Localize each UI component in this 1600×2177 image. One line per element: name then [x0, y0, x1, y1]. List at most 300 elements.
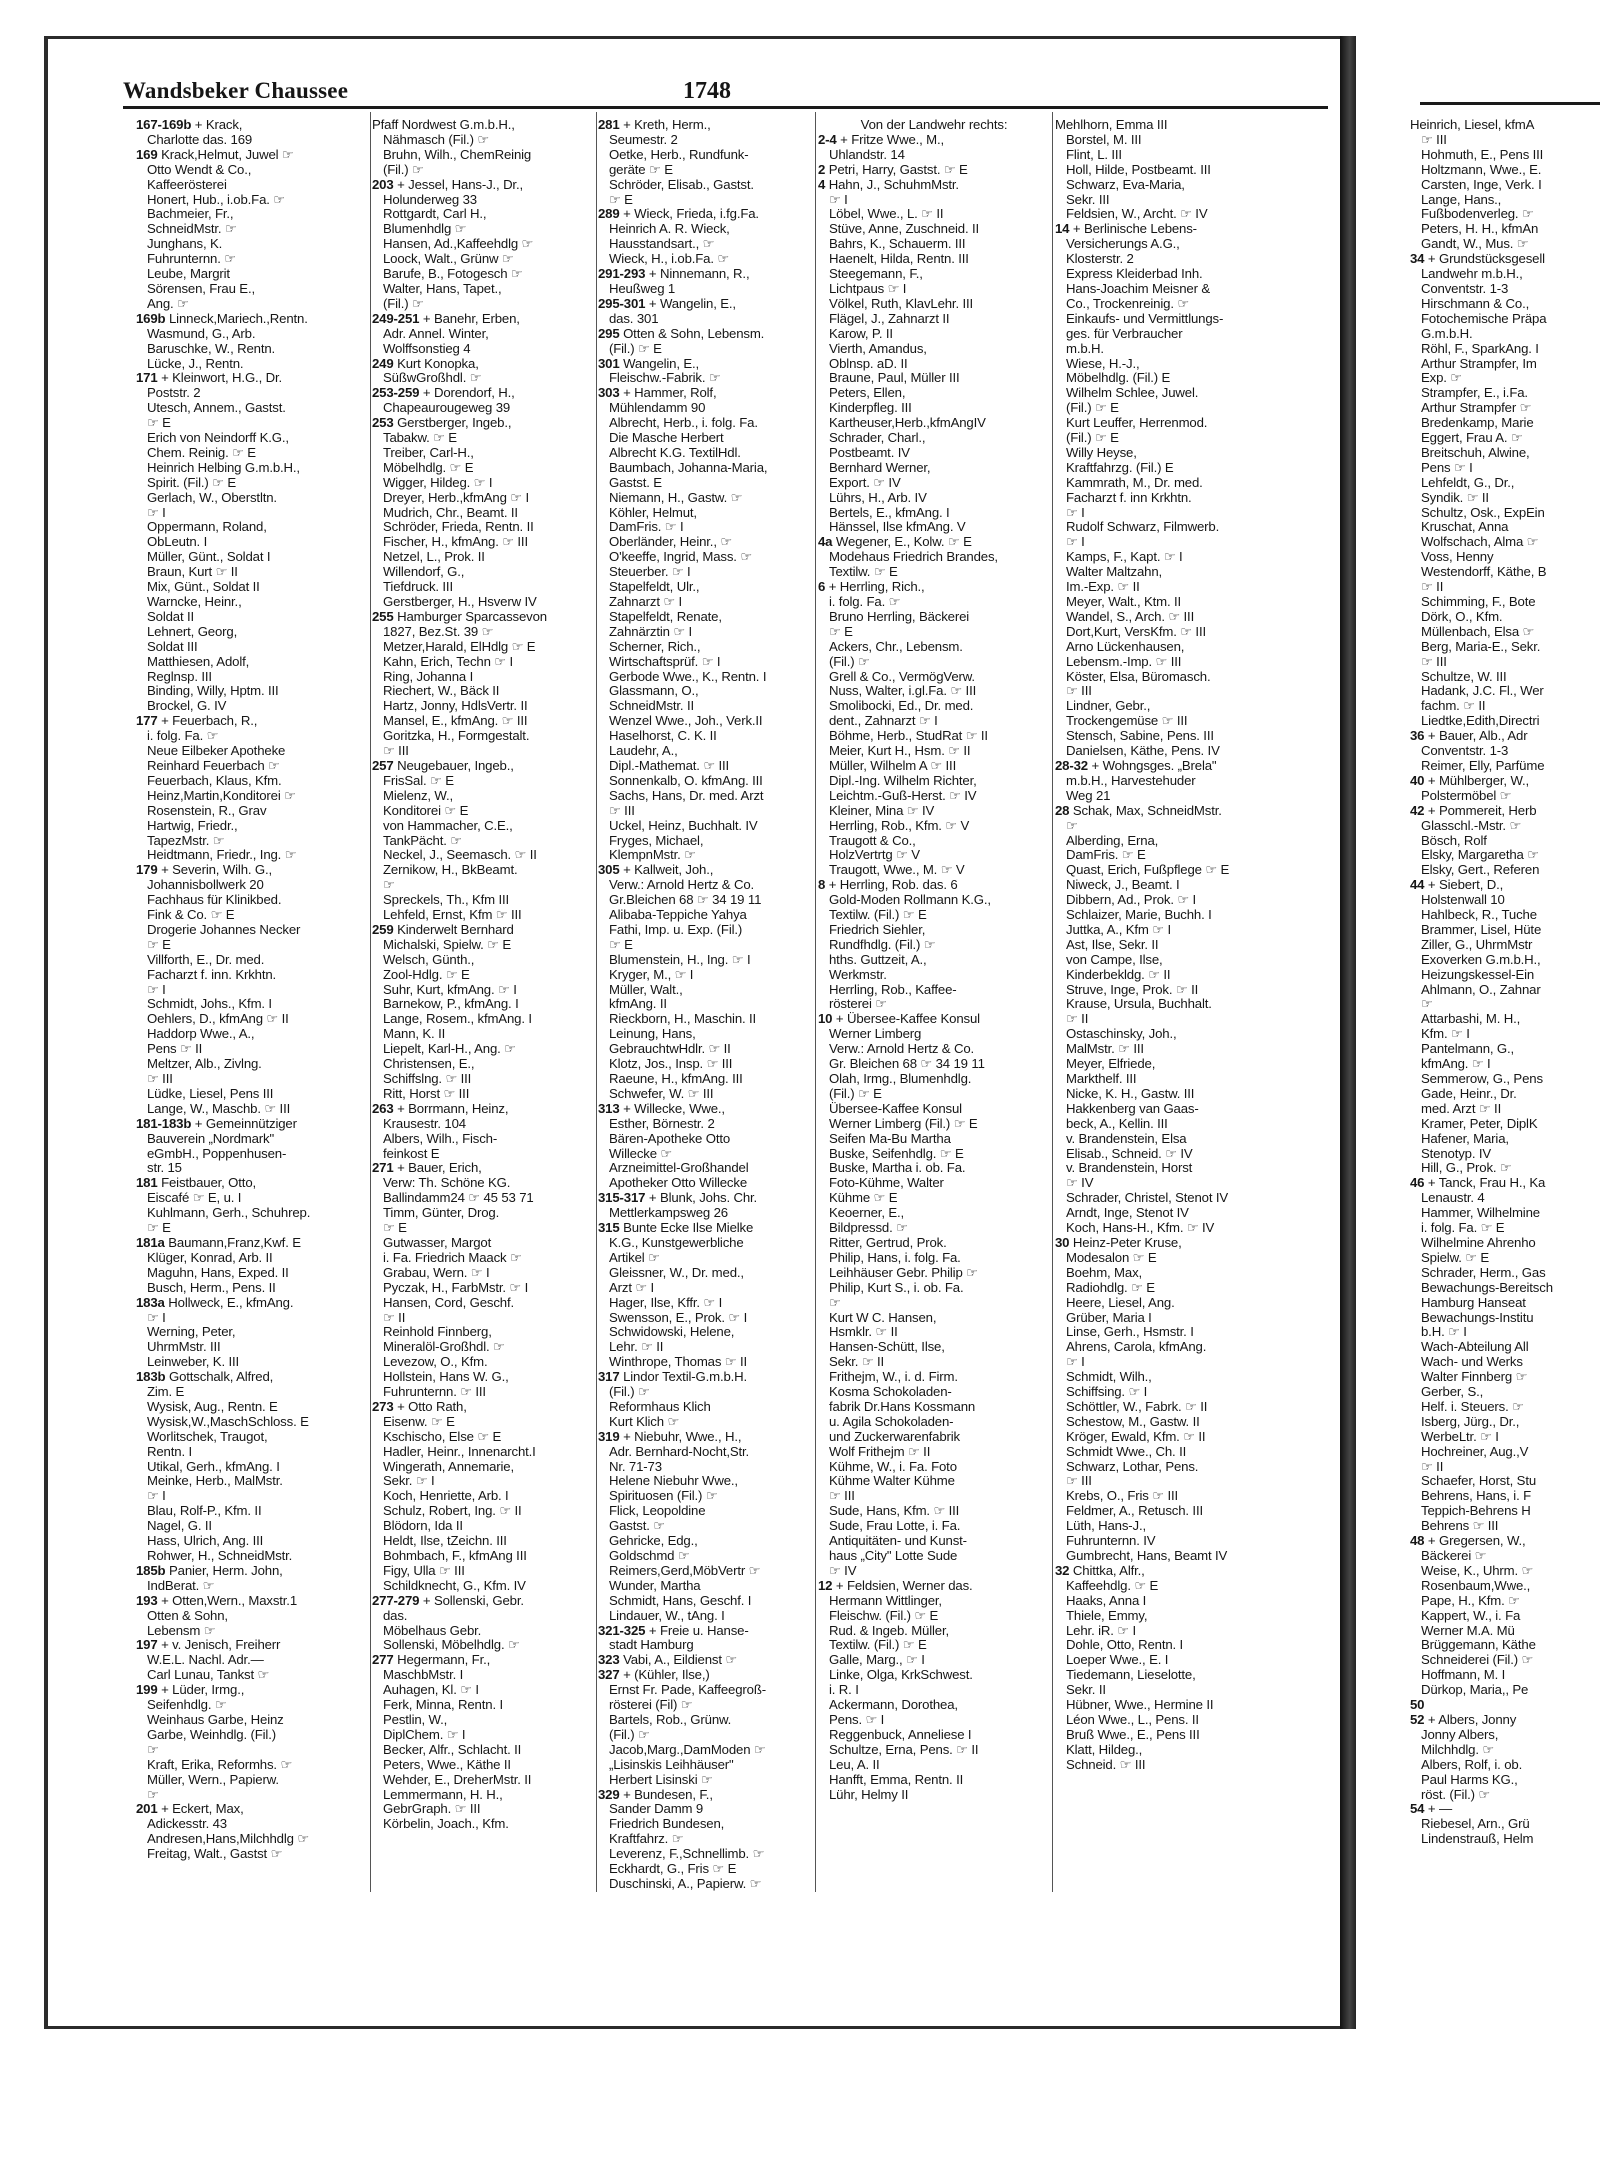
entry-line — [818, 1668, 1050, 1683]
entry-text: WerbeLtr. ☞ I — [1421, 1428, 1499, 1444]
entry-line — [1410, 476, 1600, 491]
address-entry — [136, 371, 368, 714]
entry-text: Ahrens, Carola, kfmAng. — [1066, 1339, 1207, 1355]
entry-text: Glasschl.-Mstr. ☞ — [1421, 817, 1522, 833]
entry-line — [598, 1027, 812, 1042]
entry-text: Braun, Kurt ☞ II — [147, 564, 238, 580]
entry-line — [1055, 729, 1277, 744]
entry-text: med. Arzt ☞ II — [1421, 1100, 1502, 1116]
entry-line — [1055, 1609, 1277, 1624]
entry-line — [818, 506, 1050, 521]
entry-text: Riebesel, Arn., Grü — [1421, 1816, 1530, 1832]
entry-text: Gerlach, W., Oberstltn. — [147, 489, 277, 505]
entry-text: haus „City" Lotte Sude — [829, 1548, 958, 1563]
entry-text: Wysisk, Aug., Rentn. E — [147, 1398, 278, 1414]
entry-line — [1410, 1579, 1600, 1594]
entry-line — [818, 1564, 1050, 1579]
entry-line — [818, 1474, 1050, 1489]
entry-line — [372, 640, 594, 655]
entry-line — [818, 1609, 1050, 1624]
entry-text: Zahnärztin ☞ I — [609, 623, 693, 639]
entry-line — [372, 476, 594, 491]
entry-text: Bunte Ecke Ilse Mielke — [623, 1220, 754, 1236]
entry-text: Apotheker Otto Willecke — [609, 1175, 748, 1191]
entry-text: + Otten,Wern., Maxstr.1 — [161, 1592, 298, 1608]
entry-text: ☞ I — [1066, 534, 1085, 550]
address-entry — [598, 386, 812, 863]
entry-text: Werner M.A. Mü — [1421, 1622, 1515, 1638]
entry-line — [1055, 222, 1277, 237]
entry-text: Junghans, K. — [147, 236, 223, 252]
entry-text: das. 301 — [609, 310, 659, 326]
entry-line — [136, 1728, 368, 1743]
entry-text: ☞ — [1066, 817, 1078, 833]
entry-text: Binding, Willy, Hptm. III — [147, 683, 279, 699]
entry-text: Postbeamt. IV — [829, 444, 910, 460]
entry-line — [136, 774, 368, 789]
entry-text: Kurt W C. Hansen, — [829, 1309, 937, 1325]
entry-line — [818, 1370, 1050, 1385]
entry-text: Fathi, Imp. u. Exp. (Fil.) — [609, 921, 743, 937]
entry-line — [372, 461, 594, 476]
entry-line — [598, 997, 812, 1012]
entry-text: Flint, L. III — [1066, 146, 1122, 162]
entry-text: Pyczak, H., FarbMstr. ☞ I — [383, 1279, 529, 1295]
entry-text: Bachmeier, Fr., — [147, 206, 234, 222]
entry-text: i. folg. Fa. ☞ E — [1421, 1220, 1505, 1236]
entry-line — [1055, 1758, 1277, 1773]
address-entry — [1410, 878, 1600, 1176]
entry-line — [1410, 520, 1600, 535]
entry-text: Rudolf Schwarz, Filmwerb. — [1066, 519, 1220, 535]
house-number: 167-169b — [136, 118, 192, 132]
entry-line — [598, 968, 812, 983]
house-number: 181-183b — [136, 1115, 192, 1131]
entry-line — [818, 416, 1050, 431]
entry-line — [598, 1385, 812, 1400]
column-rule — [370, 112, 371, 1892]
entry-text: Olah, Irmg., Blumenhdlg. — [829, 1071, 972, 1086]
entry-line — [1055, 1012, 1277, 1027]
entry-line — [1410, 1534, 1600, 1549]
entry-text: Spirituosen (Fil.) ☞ — [609, 1488, 718, 1504]
entry-text: Lichtpaus ☞ I — [829, 280, 907, 296]
entry-line — [818, 520, 1050, 535]
entry-line — [372, 1325, 594, 1340]
house-number: 273 — [372, 1398, 394, 1414]
entry-line — [1055, 1340, 1277, 1355]
entry-text: Textilw. (Fil.) ☞ E — [829, 907, 927, 923]
entry-text: Warncke, Heinr., — [147, 594, 242, 609]
entry-text: Behrens, Hans, i. F — [1421, 1488, 1532, 1504]
entry-line — [818, 670, 1050, 685]
entry-text: Hegermann, Fr., — [397, 1652, 491, 1668]
house-number: 179 — [136, 862, 158, 878]
entry-line — [1410, 1460, 1600, 1475]
entry-line — [372, 446, 594, 461]
entry-line — [372, 1638, 594, 1653]
directory-column-2 — [372, 118, 594, 2018]
entry-line — [1055, 178, 1277, 193]
entry-line — [598, 1325, 812, 1340]
entry-text: Kaffeehdlg. ☞ E — [1066, 1577, 1159, 1593]
entry-text: Andresen,Hans,Milchhdlg ☞ — [147, 1831, 310, 1847]
entry-text: Kinderbekldg. ☞ II — [1066, 966, 1171, 982]
entry-line — [1410, 580, 1600, 595]
entry-line — [372, 819, 594, 834]
entry-line — [372, 1340, 594, 1355]
entry-text: Lindauer, W., tAng. I — [609, 1607, 725, 1623]
entry-line — [598, 1549, 812, 1564]
entry-line — [1410, 491, 1600, 506]
entry-text: i. folg. Fa. ☞ — [147, 728, 219, 744]
entry-line — [598, 580, 812, 595]
entry-line — [1055, 1311, 1277, 1326]
entry-text: + Albers, Jonny — [1427, 1711, 1517, 1727]
entry-line — [1055, 371, 1277, 386]
entry-text: Loock, Walt., Grünw ☞ — [383, 251, 514, 267]
entry-text: HolzVertrtg ☞ V — [829, 847, 920, 863]
house-number: 4 — [818, 176, 826, 192]
entry-text: ☞ II — [1421, 579, 1444, 595]
entry-line — [1410, 1132, 1600, 1147]
entry-text: Modehaus Friedrich Brandes, — [829, 549, 998, 565]
entry-line — [136, 312, 368, 327]
entry-text: Erich von Neindorff K.G., — [147, 430, 289, 446]
entry-text: Willendorf, G., — [383, 564, 465, 580]
entry-text: Otto Wendt & Co., — [147, 161, 252, 177]
entry-text: Dort,Kurt, VersKfm. ☞ III — [1066, 623, 1206, 639]
entry-line — [372, 938, 594, 953]
entry-line — [818, 550, 1050, 565]
entry-line — [1410, 953, 1600, 968]
entry-line — [598, 834, 812, 849]
entry-text: Bildpressd. ☞ — [829, 1220, 908, 1236]
entry-text: Dohle, Otto, Rentn. I — [1066, 1637, 1184, 1653]
entry-text: Liepelt, Karl-H., Ang. ☞ — [383, 1041, 516, 1057]
entry-text: Zernikow, H., BkBeamt. — [383, 862, 518, 878]
house-number: 317 — [598, 1369, 620, 1385]
entry-text: Neckel, J., Seemasch. ☞ II — [383, 847, 537, 863]
entry-line — [598, 1221, 812, 1236]
entry-line — [136, 550, 368, 565]
entry-line — [1055, 1489, 1277, 1504]
entry-line — [1055, 1460, 1277, 1475]
entry-line — [1055, 267, 1277, 282]
entry-text: Glassmann, O., — [609, 683, 699, 699]
entry-line — [372, 207, 594, 222]
entry-text: Lange, W., Maschb. ☞ III — [147, 1100, 291, 1116]
entry-text: Möbelhdlg. ☞ E — [383, 459, 474, 475]
entry-text: Berg, Maria-E., Sekr. — [1421, 638, 1541, 654]
entry-text: von Hammacher, C.E., — [383, 817, 513, 833]
entry-text: ☞ I — [147, 981, 166, 997]
entry-line — [598, 1817, 812, 1832]
entry-text: Bartels, Rob., Grünw. — [609, 1711, 732, 1727]
entry-text: Kamps, F., Kapt. ☞ I — [1066, 549, 1183, 565]
facing-page-rule — [1420, 102, 1600, 105]
entry-line — [1410, 267, 1600, 282]
entry-line — [818, 1102, 1050, 1117]
entry-line — [1055, 625, 1277, 640]
entry-line — [136, 1087, 368, 1102]
entry-line — [598, 1653, 812, 1668]
entry-text: kfmAng. II — [609, 996, 667, 1012]
house-number: 263 — [372, 1100, 394, 1116]
entry-line — [1055, 565, 1277, 580]
entry-text: ☞ I — [829, 191, 848, 207]
entry-line — [598, 1773, 812, 1788]
entry-line — [818, 1758, 1050, 1773]
house-number: 327 — [598, 1667, 620, 1683]
entry-text: Mineralöl-Großhdl. ☞ — [383, 1339, 505, 1355]
address-entry — [598, 1624, 812, 1654]
entry-line — [818, 908, 1050, 923]
entry-text: Arndt, Inge, Stenot IV — [1066, 1205, 1189, 1221]
address-entry — [818, 178, 1050, 536]
entry-text: Kühme Walter Kühme — [829, 1473, 955, 1489]
entry-line — [372, 1072, 594, 1087]
entry-line — [372, 1743, 594, 1758]
entry-text: Heinrich, Liesel, kfmA — [1410, 118, 1535, 132]
entry-text: Schultz, Osk., ExpEin — [1421, 504, 1545, 520]
entry-text: Arzneimittel-Großhandel — [609, 1160, 749, 1176]
entry-line — [818, 655, 1050, 670]
entry-text: Reimer, Elly, Parfüme — [1421, 757, 1545, 773]
entry-line — [1055, 148, 1277, 163]
entry-text: Sollenski, Möbelhdlg. ☞ — [383, 1637, 520, 1653]
entry-line — [1410, 1340, 1600, 1355]
entry-text: Arzt ☞ I — [609, 1279, 655, 1295]
entry-line — [818, 580, 1050, 595]
entry-line — [1410, 804, 1600, 819]
entry-line — [1055, 863, 1277, 878]
entry-text: Bauverein „Nordmark" — [147, 1130, 275, 1146]
entry-line — [818, 1281, 1050, 1296]
entry-text: + Mühlberger, W., — [1427, 772, 1530, 788]
entry-line — [598, 789, 812, 804]
entry-text: + Grundstücksgesell — [1427, 251, 1545, 267]
entry-text: Bredenkamp, Marie — [1421, 415, 1534, 431]
entry-line — [372, 1489, 594, 1504]
entry-text: Ast, Ilse, Sekr. II — [1066, 936, 1159, 952]
entry-text: + Wieck, Frieda, i.fg.Fa. — [623, 206, 759, 222]
entry-line — [598, 178, 812, 193]
entry-line — [598, 1609, 812, 1624]
entry-line — [1055, 1296, 1277, 1311]
entry-line — [136, 297, 368, 312]
entry-line — [1055, 506, 1277, 521]
entry-text: Lindner, Gebr., — [1066, 698, 1151, 714]
entry-text: Bohmbach, F., kfmAng III — [383, 1548, 527, 1563]
entry-text: Levezow, O., Kfm. — [383, 1354, 488, 1370]
entry-text: Garbe, Weinhdlg. (Fil.) — [147, 1726, 276, 1742]
scan-border-left — [44, 36, 48, 2026]
entry-line — [598, 148, 812, 163]
entry-text: i. Fa. Friedrich Maack ☞ — [383, 1249, 522, 1265]
entry-line — [1055, 282, 1277, 297]
entry-line — [1055, 1147, 1277, 1162]
entry-line — [136, 1400, 368, 1415]
entry-text: DamFris. ☞ E — [1066, 847, 1146, 863]
entry-line — [598, 1012, 812, 1027]
entry-text: Koch, Henriette, Arb. I — [383, 1488, 509, 1504]
entry-line — [1055, 1236, 1277, 1251]
entry-text: „Lisinskis Leihhäuser" — [609, 1756, 734, 1772]
entry-text: Gerstberger, H., Hsverw IV — [383, 594, 537, 609]
entry-line — [598, 1743, 812, 1758]
entry-text: Kleiner, Mina ☞ IV — [829, 802, 935, 818]
entry-line — [818, 267, 1050, 282]
entry-line — [136, 1027, 368, 1042]
entry-line — [1055, 1072, 1277, 1087]
entry-line — [598, 476, 812, 491]
entry-text: + Feldsien, Werner das. — [835, 1577, 973, 1593]
house-number: 257 — [372, 757, 394, 773]
entry-line — [136, 446, 368, 461]
address-entry — [136, 1683, 368, 1802]
address-entry — [598, 1191, 812, 1221]
entry-line — [372, 983, 594, 998]
entry-line — [1055, 297, 1277, 312]
entry-text: Ackermann, Dorothea, — [829, 1697, 958, 1713]
entry-line — [372, 1579, 594, 1594]
entry-text: Gutwasser, Margot — [383, 1234, 492, 1250]
entry-line — [818, 1012, 1050, 1027]
entry-text: Winthrope, Thomas ☞ II — [609, 1354, 748, 1370]
entry-line — [372, 506, 594, 521]
entry-line — [1055, 878, 1277, 893]
address-entry — [372, 1161, 594, 1400]
entry-text: Markthelf. III — [1066, 1071, 1137, 1086]
house-number: 44 — [1410, 877, 1425, 893]
entry-text: Soldat III — [147, 638, 198, 654]
entry-line — [1410, 1594, 1600, 1609]
entry-line — [598, 759, 812, 774]
entry-line — [1055, 1713, 1277, 1728]
entry-line — [1410, 983, 1600, 998]
entry-text: Poststr. 2 — [147, 385, 201, 401]
entry-text: ObLeutn. I — [147, 534, 208, 550]
entry-line — [1055, 193, 1277, 208]
entry-text: Metzer,Harald, ElHdlg ☞ E — [383, 638, 536, 654]
entry-text: Co., Trockenreinig. ☞ — [1066, 295, 1190, 311]
entry-text: Schak, Max, SchneidMstr. — [1072, 802, 1222, 818]
entry-text: Gold-Moden Rollmann K.G., — [829, 892, 991, 908]
entry-line — [598, 312, 812, 327]
entry-line — [372, 252, 594, 267]
entry-text: Klatt, Hildeg., — [1066, 1741, 1143, 1757]
house-number: 8 — [818, 877, 826, 893]
entry-text: Friedrich Bundesen, — [609, 1816, 725, 1832]
entry-line — [1055, 744, 1277, 759]
entry-line — [598, 744, 812, 759]
entry-line — [1410, 1817, 1600, 1832]
entry-line — [818, 744, 1050, 759]
entry-text: Leichtm.-Guß-Herst. ☞ IV — [829, 787, 977, 803]
entry-text: + Dorendorf, H., — [422, 385, 515, 401]
entry-line — [1410, 327, 1600, 342]
entry-text: Flick, Leopoldine — [609, 1503, 706, 1519]
entry-line — [136, 1311, 368, 1326]
entry-text: Conventstr. 1-3 — [1421, 743, 1509, 759]
entry-text: Hahlbeck, R., Tuche — [1421, 907, 1537, 923]
entry-text: Worlitschek, Traugot, — [147, 1428, 268, 1444]
entry-text: Heere, Liesel, Ang. — [1066, 1294, 1175, 1310]
entry-text: Leihhäuser Gebr. Philip ☞ — [829, 1264, 978, 1280]
address-entry — [136, 714, 368, 863]
entry-line — [136, 148, 368, 163]
entry-line — [818, 1415, 1050, 1430]
entry-text: Kröger, Ewald, Kfm. ☞ II — [1066, 1428, 1206, 1444]
entry-line — [818, 1236, 1050, 1251]
entry-line — [598, 640, 812, 655]
entry-text: Kammrath, M., Dr. med. — [1066, 474, 1203, 490]
entry-line — [136, 193, 368, 208]
entry-line — [598, 252, 812, 267]
entry-line — [818, 1713, 1050, 1728]
entry-text: TapezMstr. ☞ — [147, 832, 225, 848]
entry-line — [136, 1788, 368, 1803]
address-entry — [1055, 804, 1277, 1236]
entry-line — [136, 938, 368, 953]
entry-line — [598, 1728, 812, 1743]
entry-text: Stensch, Sabine, Pens. III — [1066, 728, 1214, 744]
house-number: 6 — [818, 579, 826, 595]
entry-line — [818, 923, 1050, 938]
entry-line — [136, 878, 368, 893]
entry-text: Feistbauer, Otto, — [161, 1175, 257, 1191]
entry-text: Pantelmann, G., — [1421, 1041, 1515, 1057]
entry-line — [1055, 1668, 1277, 1683]
entry-text: Lange, Rosem., kfmAng. I — [383, 1011, 532, 1027]
entry-line — [1055, 118, 1277, 133]
entry-line — [1055, 1445, 1277, 1460]
entry-text: Lüth, Hans-J., — [1066, 1518, 1146, 1534]
entry-text: Hass, Ulrich, Ang. III — [147, 1533, 264, 1549]
section-heading — [818, 118, 1050, 133]
entry-text: Weise, K., Uhrm. ☞ — [1421, 1562, 1534, 1578]
entry-text: Struve, Inge, Prok. ☞ II — [1066, 981, 1199, 997]
entry-line — [372, 1087, 594, 1102]
entry-line — [818, 774, 1050, 789]
entry-text: fabrik Dr.Hans Kossmann — [829, 1398, 976, 1414]
entry-line — [1410, 297, 1600, 312]
entry-line — [136, 1340, 368, 1355]
entry-line — [1055, 1221, 1277, 1236]
entry-text: Scherner, Rich., — [609, 638, 701, 654]
entry-text: Jacob,Marg.,DamModen ☞ — [609, 1741, 766, 1757]
entry-text: Textilw. (Fil.) ☞ E — [829, 1637, 927, 1653]
entry-text: str. 15 — [147, 1160, 182, 1176]
entry-line — [1410, 1773, 1600, 1788]
entry-line — [136, 342, 368, 357]
entry-text: Quast, Erich, Fußpflege ☞ E — [1066, 862, 1230, 878]
entry-text: Chittka, Alfr., — [1072, 1562, 1145, 1578]
entry-line — [1410, 893, 1600, 908]
entry-line — [372, 1355, 594, 1370]
entry-text: Fotochemische Präpa — [1421, 310, 1547, 326]
entry-text: Frithejm, W., i. d. Firm. — [829, 1369, 958, 1385]
entry-text: Verw.: Arnold Hertz & Co. — [609, 877, 755, 893]
address-entry — [1055, 1236, 1277, 1564]
entry-text: Eckhardt, G., Fris ☞ E — [609, 1861, 737, 1877]
entry-text: beck, A., Kellin. III — [1066, 1115, 1168, 1131]
entry-line — [372, 416, 594, 431]
entry-text: Sekr. II — [1066, 1682, 1106, 1698]
entry-text: Bären-Apotheke Otto — [609, 1130, 731, 1146]
entry-line — [598, 1847, 812, 1862]
